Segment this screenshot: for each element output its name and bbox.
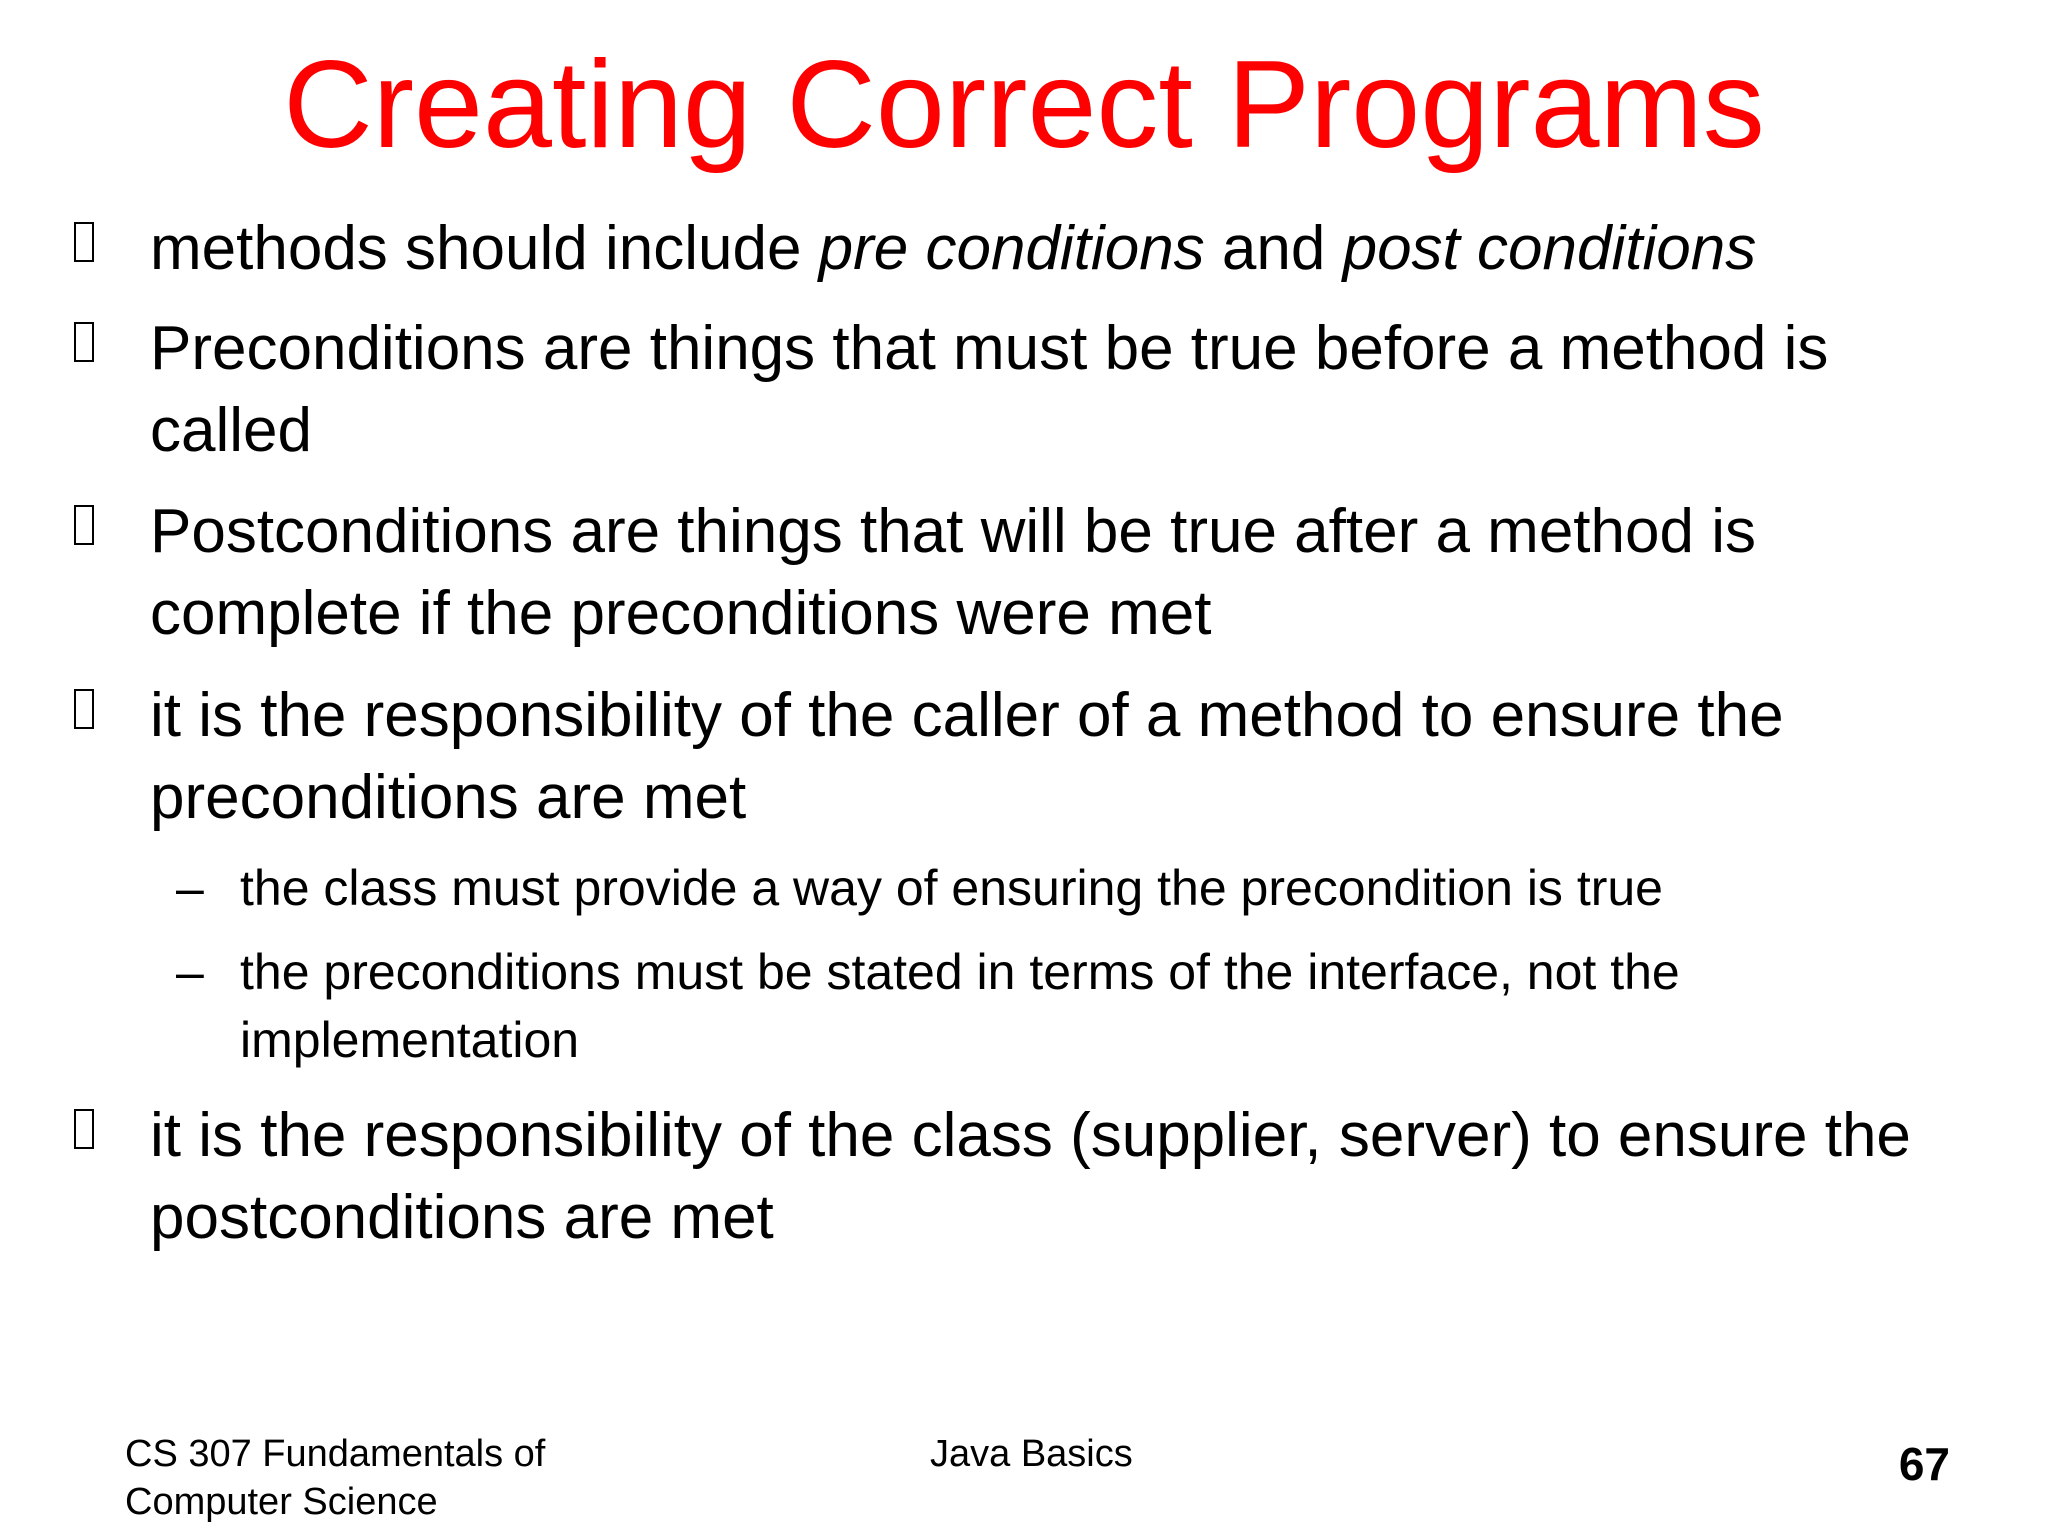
square-bullet-icon [74,505,94,545]
bullet-text: methods should include [150,214,819,283]
slide-title: Creating Correct Programs [283,36,1765,174]
bullet-emphasis: pre conditions [818,214,1205,283]
bullet-item [150,675,2000,839]
sub-bullet-text: the preconditions must be stated in terms of the interface, not the implementation [240,944,1680,1068]
bullet-text: Postconditions are things that will be true after a method is complete if the preconditions were met [150,497,1756,648]
bullet-text: it is the responsibility of the caller of a method to ensure the preconditions are met [150,681,1784,832]
sub-bullet-text: the class must provide a way of ensuring the precondition is true [240,860,1663,916]
bullet-text: and [1204,214,1343,283]
dash-marker: – [176,944,204,1000]
square-bullet-icon [74,1109,94,1149]
footer-course: CS 307 Fundamentals of Computer Science [125,1433,546,1523]
page-number: 67 [1898,1438,1950,1490]
footer-topic: Java Basics [930,1433,1133,1475]
sub-bullet-item [176,938,2000,1074]
square-bullet-icon [74,689,94,729]
bullet-text: Preconditions are things that must be true before a method is called [150,314,1829,465]
bullet-item [150,208,2000,290]
dash-marker: – [176,860,204,916]
square-bullet-icon [74,222,94,262]
sub-bullet-item [176,854,2000,922]
bullet-emphasis: post conditions [1342,214,1757,283]
bullet-item [150,308,2000,472]
bullet-item [150,491,2000,655]
bullet-item [150,1095,2000,1259]
square-bullet-icon [74,322,94,362]
bullet-text: it is the responsibility of the class (supplier, server) to ensure the postconditions are met [150,1101,1911,1252]
